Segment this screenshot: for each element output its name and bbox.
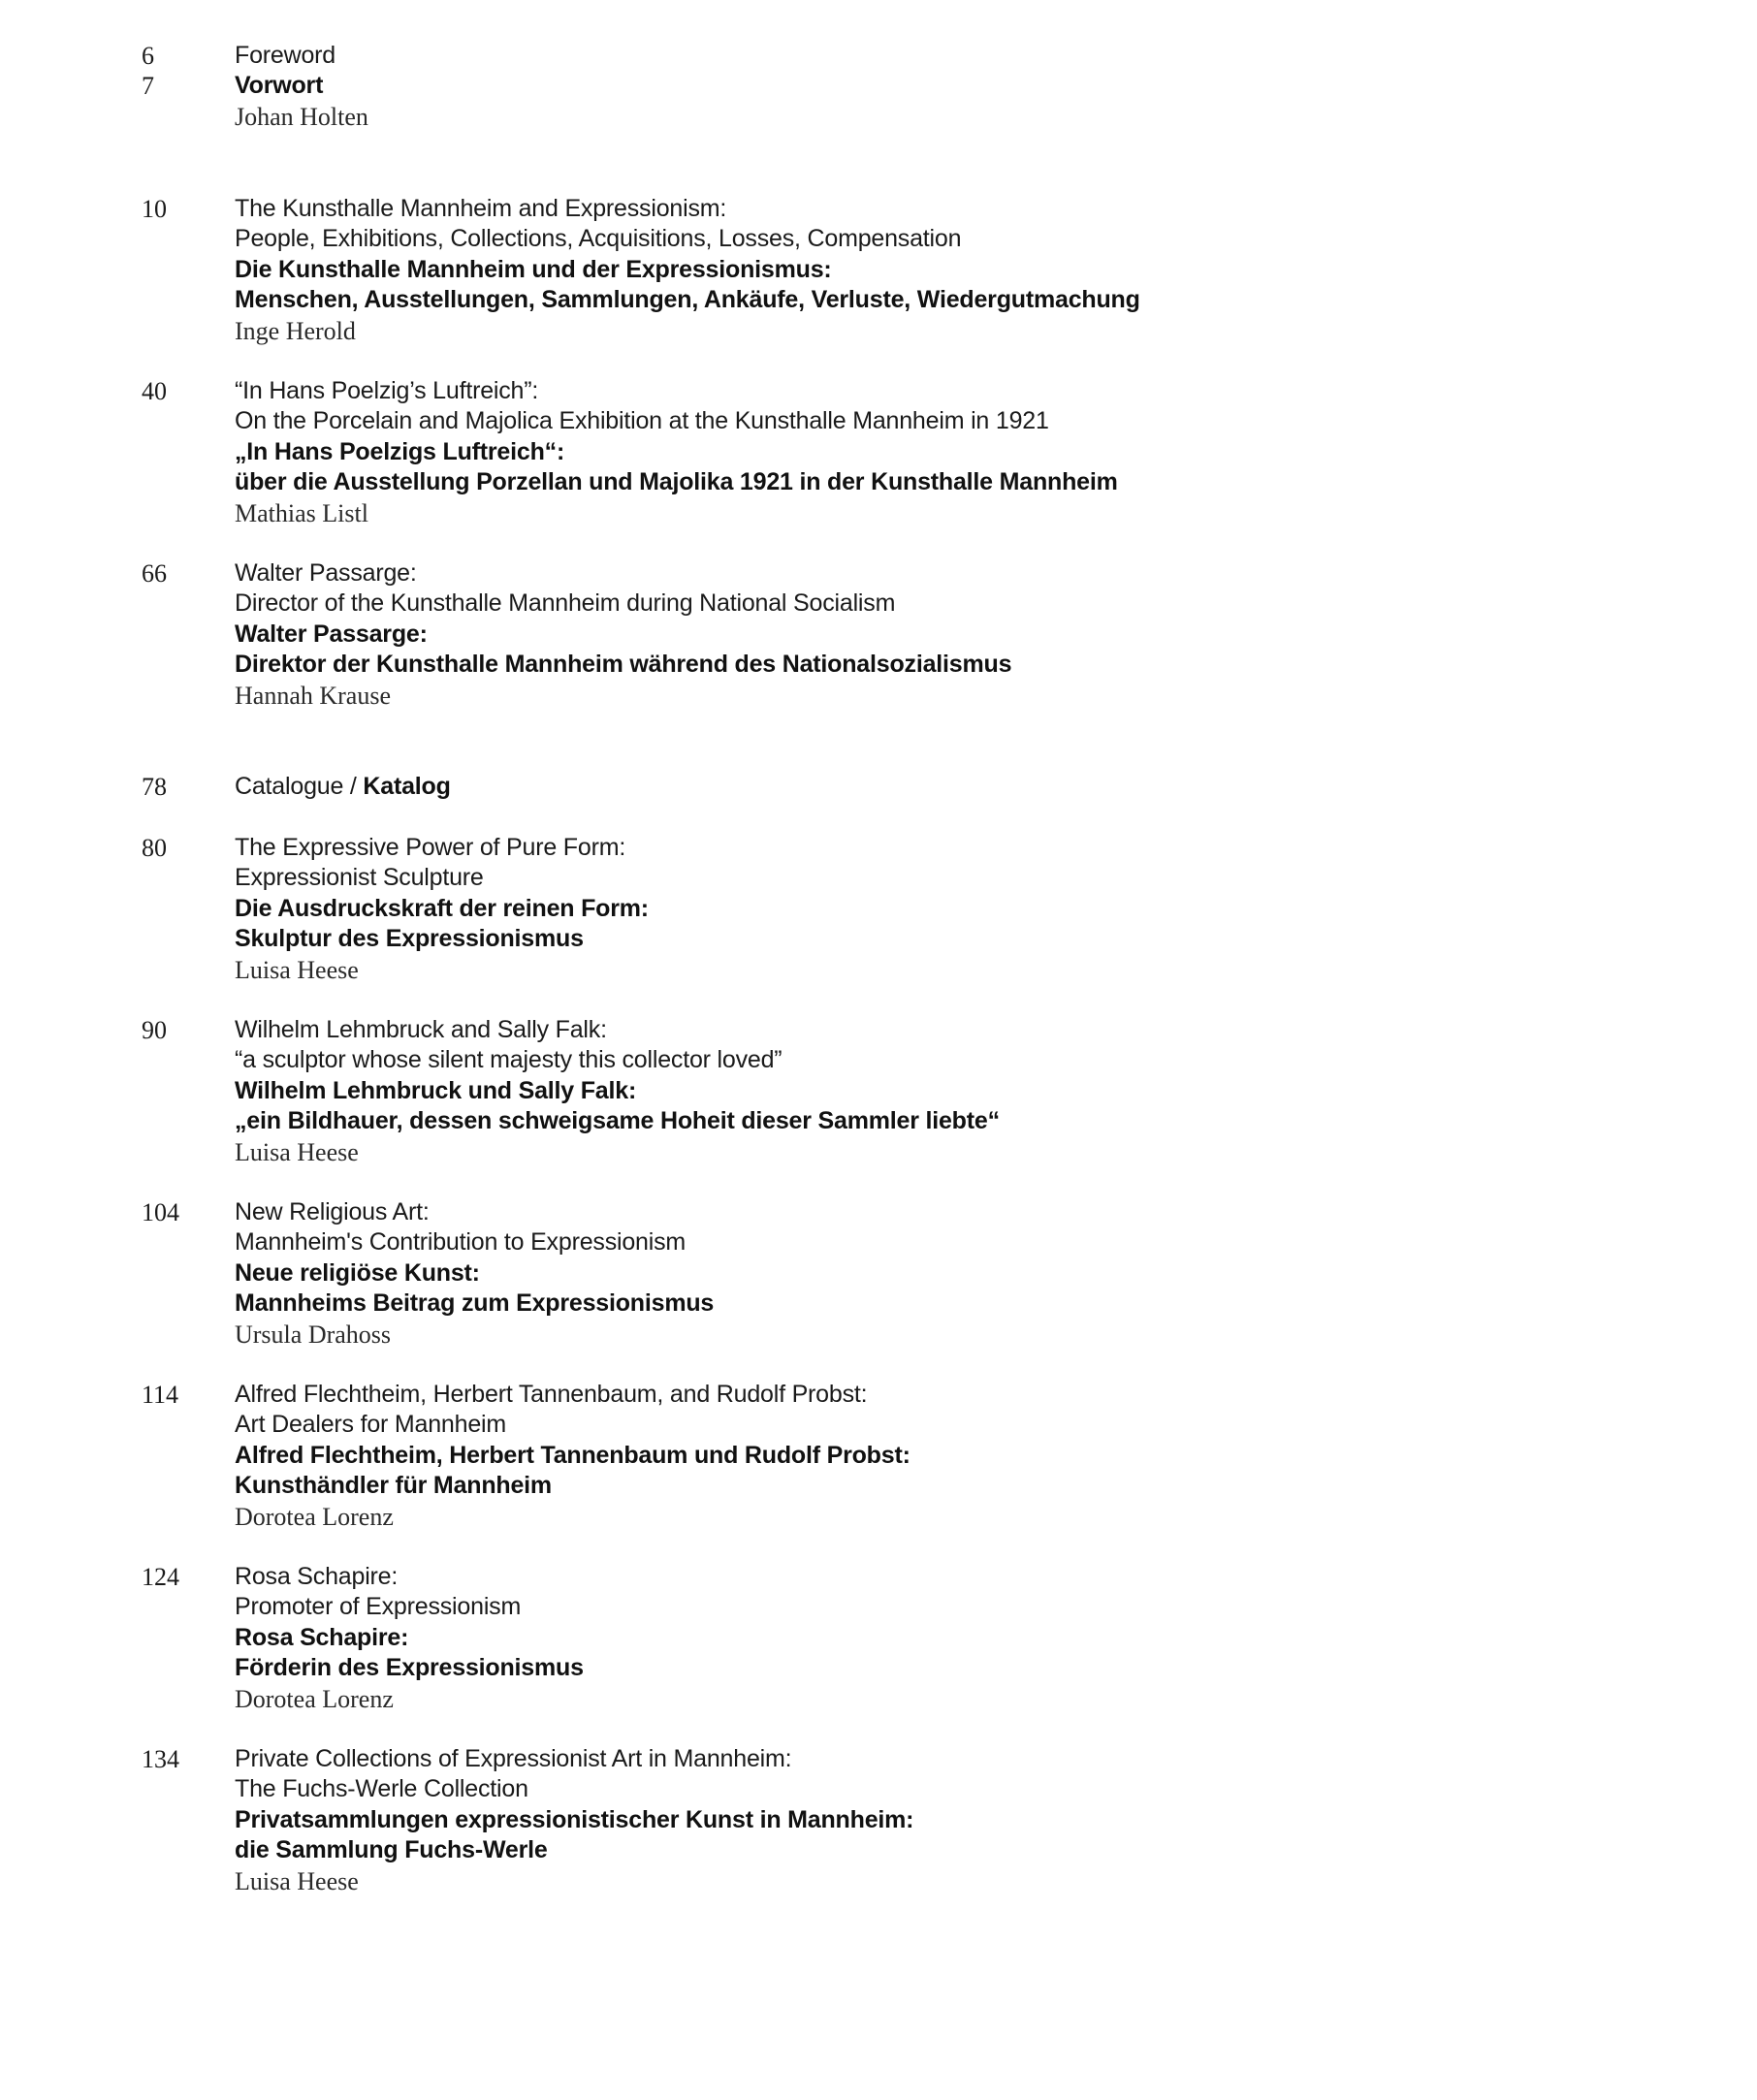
toc-entry-text xyxy=(235,772,1689,802)
title-german: Wilhelm Lehmbruck und Sally Falk: xyxy=(235,1076,637,1104)
subtitle-german: die Sammlung Fuchs-Werle xyxy=(235,1836,548,1864)
title-english: Rosa Schapire: xyxy=(235,1563,399,1590)
subtitle-german: „ein Bildhauer, dessen schweigsame Hoheit dieser Sammler liebte“ xyxy=(235,1107,1000,1135)
page-number: 80 xyxy=(142,834,167,862)
title-german: Die Kunsthalle Mannheim und der Expressionismus: xyxy=(235,255,832,283)
subtitle-english: Mannheim's Contribution to Expressionism xyxy=(235,1228,687,1257)
toc-entry-text xyxy=(235,376,1689,528)
title-english: The Expressive Power of Pure Form: xyxy=(235,834,626,861)
title-english: Foreword xyxy=(235,42,335,69)
page-number: 90 xyxy=(142,1016,167,1044)
subtitle-german: über die Ausstellung Porzellan und Majolika 1921 in der Kunsthalle Mannheim xyxy=(235,468,1118,496)
author-name: Dorotea Lorenz xyxy=(235,1502,394,1531)
title-german: „In Hans Poelzigs Luftreich“: xyxy=(235,437,565,465)
subtitle-english: The Fuchs-Werle Collection xyxy=(235,1775,528,1803)
subtitle-german: Förderin des Expressionismus xyxy=(235,1654,584,1682)
page-number: 10 xyxy=(142,195,167,223)
subtitle-german: Skulptur des Expressionismus xyxy=(235,925,584,953)
title-german: Alfred Flechtheim, Herbert Tannenbaum und Rudolf Probst: xyxy=(235,1441,910,1469)
toc-entry-text xyxy=(235,1380,1689,1532)
title-english: Alfred Flechtheim, Herbert Tannenbaum, and Rudolf Probst: xyxy=(235,1381,868,1408)
title-german: Rosa Schapire: xyxy=(235,1623,409,1651)
subtitle-english: Director of the Kunsthalle Mannheim during National Socialism xyxy=(235,589,896,618)
title-german: Privatsammlungen expressionistischer Kunst in Mannheim: xyxy=(235,1805,914,1833)
page-number: 114 xyxy=(142,1381,179,1409)
author-name: Luisa Heese xyxy=(235,955,359,984)
title-english: Wilhelm Lehmbruck and Sally Falk: xyxy=(235,1016,607,1043)
subtitle-german: Menschen, Ausstellungen, Sammlungen, Ankäufe, Verluste, Wiedergutmachung xyxy=(235,286,1140,314)
title-german: Vorwort xyxy=(235,72,324,100)
title-german: Neue religiöse Kunst: xyxy=(235,1258,480,1287)
author-name: Ursula Drahoss xyxy=(235,1320,392,1349)
subtitle-english: Art Dealers for Mannheim xyxy=(235,1411,507,1439)
title-german: Die Ausdruckskraft der reinen Form: xyxy=(235,894,649,922)
title-english: Private Collections of Expressionist Art in Mannheim: xyxy=(235,1745,792,1772)
section-label-german: Katalog xyxy=(363,773,451,800)
subtitle-english: People, Exhibitions, Collections, Acquisitions, Losses, Compensation xyxy=(235,225,962,253)
page-number: 104 xyxy=(142,1198,179,1226)
toc-entry-text xyxy=(235,1015,1689,1167)
page-number: 40 xyxy=(142,377,167,405)
page-number: 7 xyxy=(142,72,154,101)
toc-entry-text xyxy=(235,833,1689,985)
author-name: Inge Herold xyxy=(235,316,356,345)
page-number: 134 xyxy=(142,1745,179,1773)
subtitle-english: Promoter of Expressionism xyxy=(235,1593,522,1621)
section-label-english: Catalogue / xyxy=(235,773,357,800)
page-number: 124 xyxy=(142,1563,179,1591)
author-name: Johan Holten xyxy=(235,102,368,131)
title-english: The Kunsthalle Mannheim and Expressionism: xyxy=(235,195,727,222)
page-number: 6 xyxy=(142,42,154,70)
title-english: “In Hans Poelzig’s Luftreich”: xyxy=(235,377,539,404)
subtitle-english: On the Porcelain and Majolica Exhibition at the Kunsthalle Mannheim in 1921 xyxy=(235,407,1049,435)
subtitle-english: Expressionist Sculpture xyxy=(235,864,484,892)
section-heading xyxy=(235,772,1689,802)
page-number: 78 xyxy=(142,773,167,801)
author-name: Luisa Heese xyxy=(235,1866,359,1895)
toc-entry-text xyxy=(235,1744,1689,1896)
author-name: Dorotea Lorenz xyxy=(235,1684,394,1713)
toc-entry-text xyxy=(235,1562,1689,1714)
subtitle-german: Kunsthändler für Mannheim xyxy=(235,1472,552,1500)
toc-entry-text xyxy=(235,558,1689,711)
title-english: New Religious Art: xyxy=(235,1198,430,1225)
toc-entry-text xyxy=(235,41,1689,132)
title-german: Walter Passarge: xyxy=(235,620,428,648)
title-english: Walter Passarge: xyxy=(235,559,417,587)
page-number: 66 xyxy=(142,559,167,588)
author-name: Hannah Krause xyxy=(235,681,391,710)
subtitle-german: Direktor der Kunsthalle Mannheim während des Nationalsozialismus xyxy=(235,651,1012,679)
author-name: Luisa Heese xyxy=(235,1137,359,1166)
subtitle-english: “a sculptor whose silent majesty this collector loved” xyxy=(235,1046,783,1074)
author-name: Mathias Listl xyxy=(235,498,368,527)
subtitle-german: Mannheims Beitrag zum Expressionismus xyxy=(235,1289,715,1318)
toc-entry-text xyxy=(235,1197,1689,1350)
toc-entry-text xyxy=(235,194,1689,346)
